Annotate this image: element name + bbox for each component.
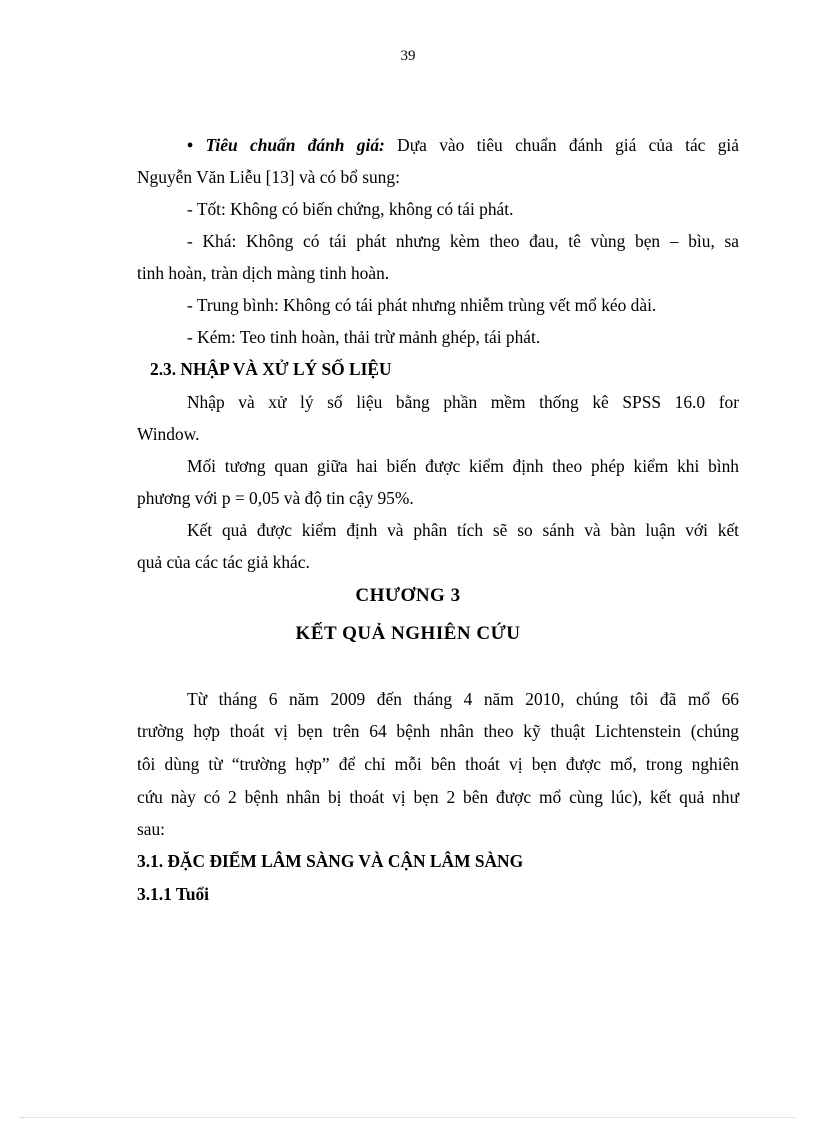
criteria-line-2: Nguyễn Văn Liễu [13] và có bổ sung: <box>137 167 400 187</box>
intro-line-1: Từ tháng 6 năm 2009 đến tháng 4 năm 2010, chúng tôi đã mổ 66 <box>187 689 739 709</box>
criteria-poor: - Kém: Teo tinh hoàn, thải trừ mảnh ghép, tái phát. <box>187 327 541 347</box>
criteria-good: - Tốt: Không có biến chứng, không có tái phát. <box>187 199 514 219</box>
criteria-label: Tiêu chuẩn đánh giá: <box>205 135 385 155</box>
section-2-3-heading: 2.3. NHẬP VÀ XỬ LÝ SỐ LIỆU <box>150 359 392 379</box>
section-2-3-p2-line-1: Mối tương quan giữa hai biến được kiểm định theo phép kiểm khi bình <box>187 456 739 476</box>
criteria-line1-text: Dựa vào tiêu chuẩn đánh giá của tác giả <box>397 135 739 155</box>
section-3-1-heading: 3.1. ĐẶC ĐIỂM LÂM SÀNG VÀ CẬN LÂM SÀNG <box>137 851 524 871</box>
bullet-icon: • <box>187 135 194 155</box>
intro-line-3: tôi dùng từ “trường hợp” để chỉ mỗi bên thoát vị bẹn được mổ, trong nghiên <box>137 754 739 774</box>
section-2-3-p3-line-1: Kết quả được kiểm định và phân tích sẽ so sánh và bàn luận với kết <box>187 520 739 540</box>
intro-line-4: cứu này có 2 bệnh nhân bị thoát vị bẹn 2 bên được mổ cùng lúc), kết quả như <box>137 787 739 807</box>
criteria-line-1 <box>187 135 739 155</box>
criteria-fair-line-1: - Khá: Không có tái phát nhưng kèm theo đau, tê vùng bẹn – bìu, sa <box>187 231 739 251</box>
section-3-1-1-heading: 3.1.1 Tuổi <box>137 884 210 904</box>
bottom-dotted-rule <box>20 1117 796 1118</box>
section-2-3-p1-line-2: Window. <box>137 424 200 444</box>
criteria-average: - Trung bình: Không có tái phát nhưng nhiễm trùng vết mổ kéo dài. <box>187 295 657 315</box>
section-2-3-p3-line-2: quả của các tác giả khác. <box>137 552 310 572</box>
chapter-title: KẾT QUẢ NGHIÊN CỨU <box>295 623 521 644</box>
page-number: 39 <box>400 48 416 64</box>
intro-line-2: trường hợp thoát vị bẹn trên 64 bệnh nhân theo kỹ thuật Lichtenstein (chúng <box>137 721 739 741</box>
intro-line-5: sau: <box>137 819 166 839</box>
section-2-3-p2-line-2: phương với p = 0,05 và độ tin cậy 95%. <box>137 488 414 508</box>
section-2-3-p1-line-1: Nhập và xử lý số liệu bằng phần mềm thống kê SPSS 16.0 for <box>187 392 739 412</box>
criteria-fair-line-2: tinh hoàn, tràn dịch màng tinh hoàn. <box>137 263 390 283</box>
chapter-number: CHƯƠNG 3 <box>355 585 461 606</box>
